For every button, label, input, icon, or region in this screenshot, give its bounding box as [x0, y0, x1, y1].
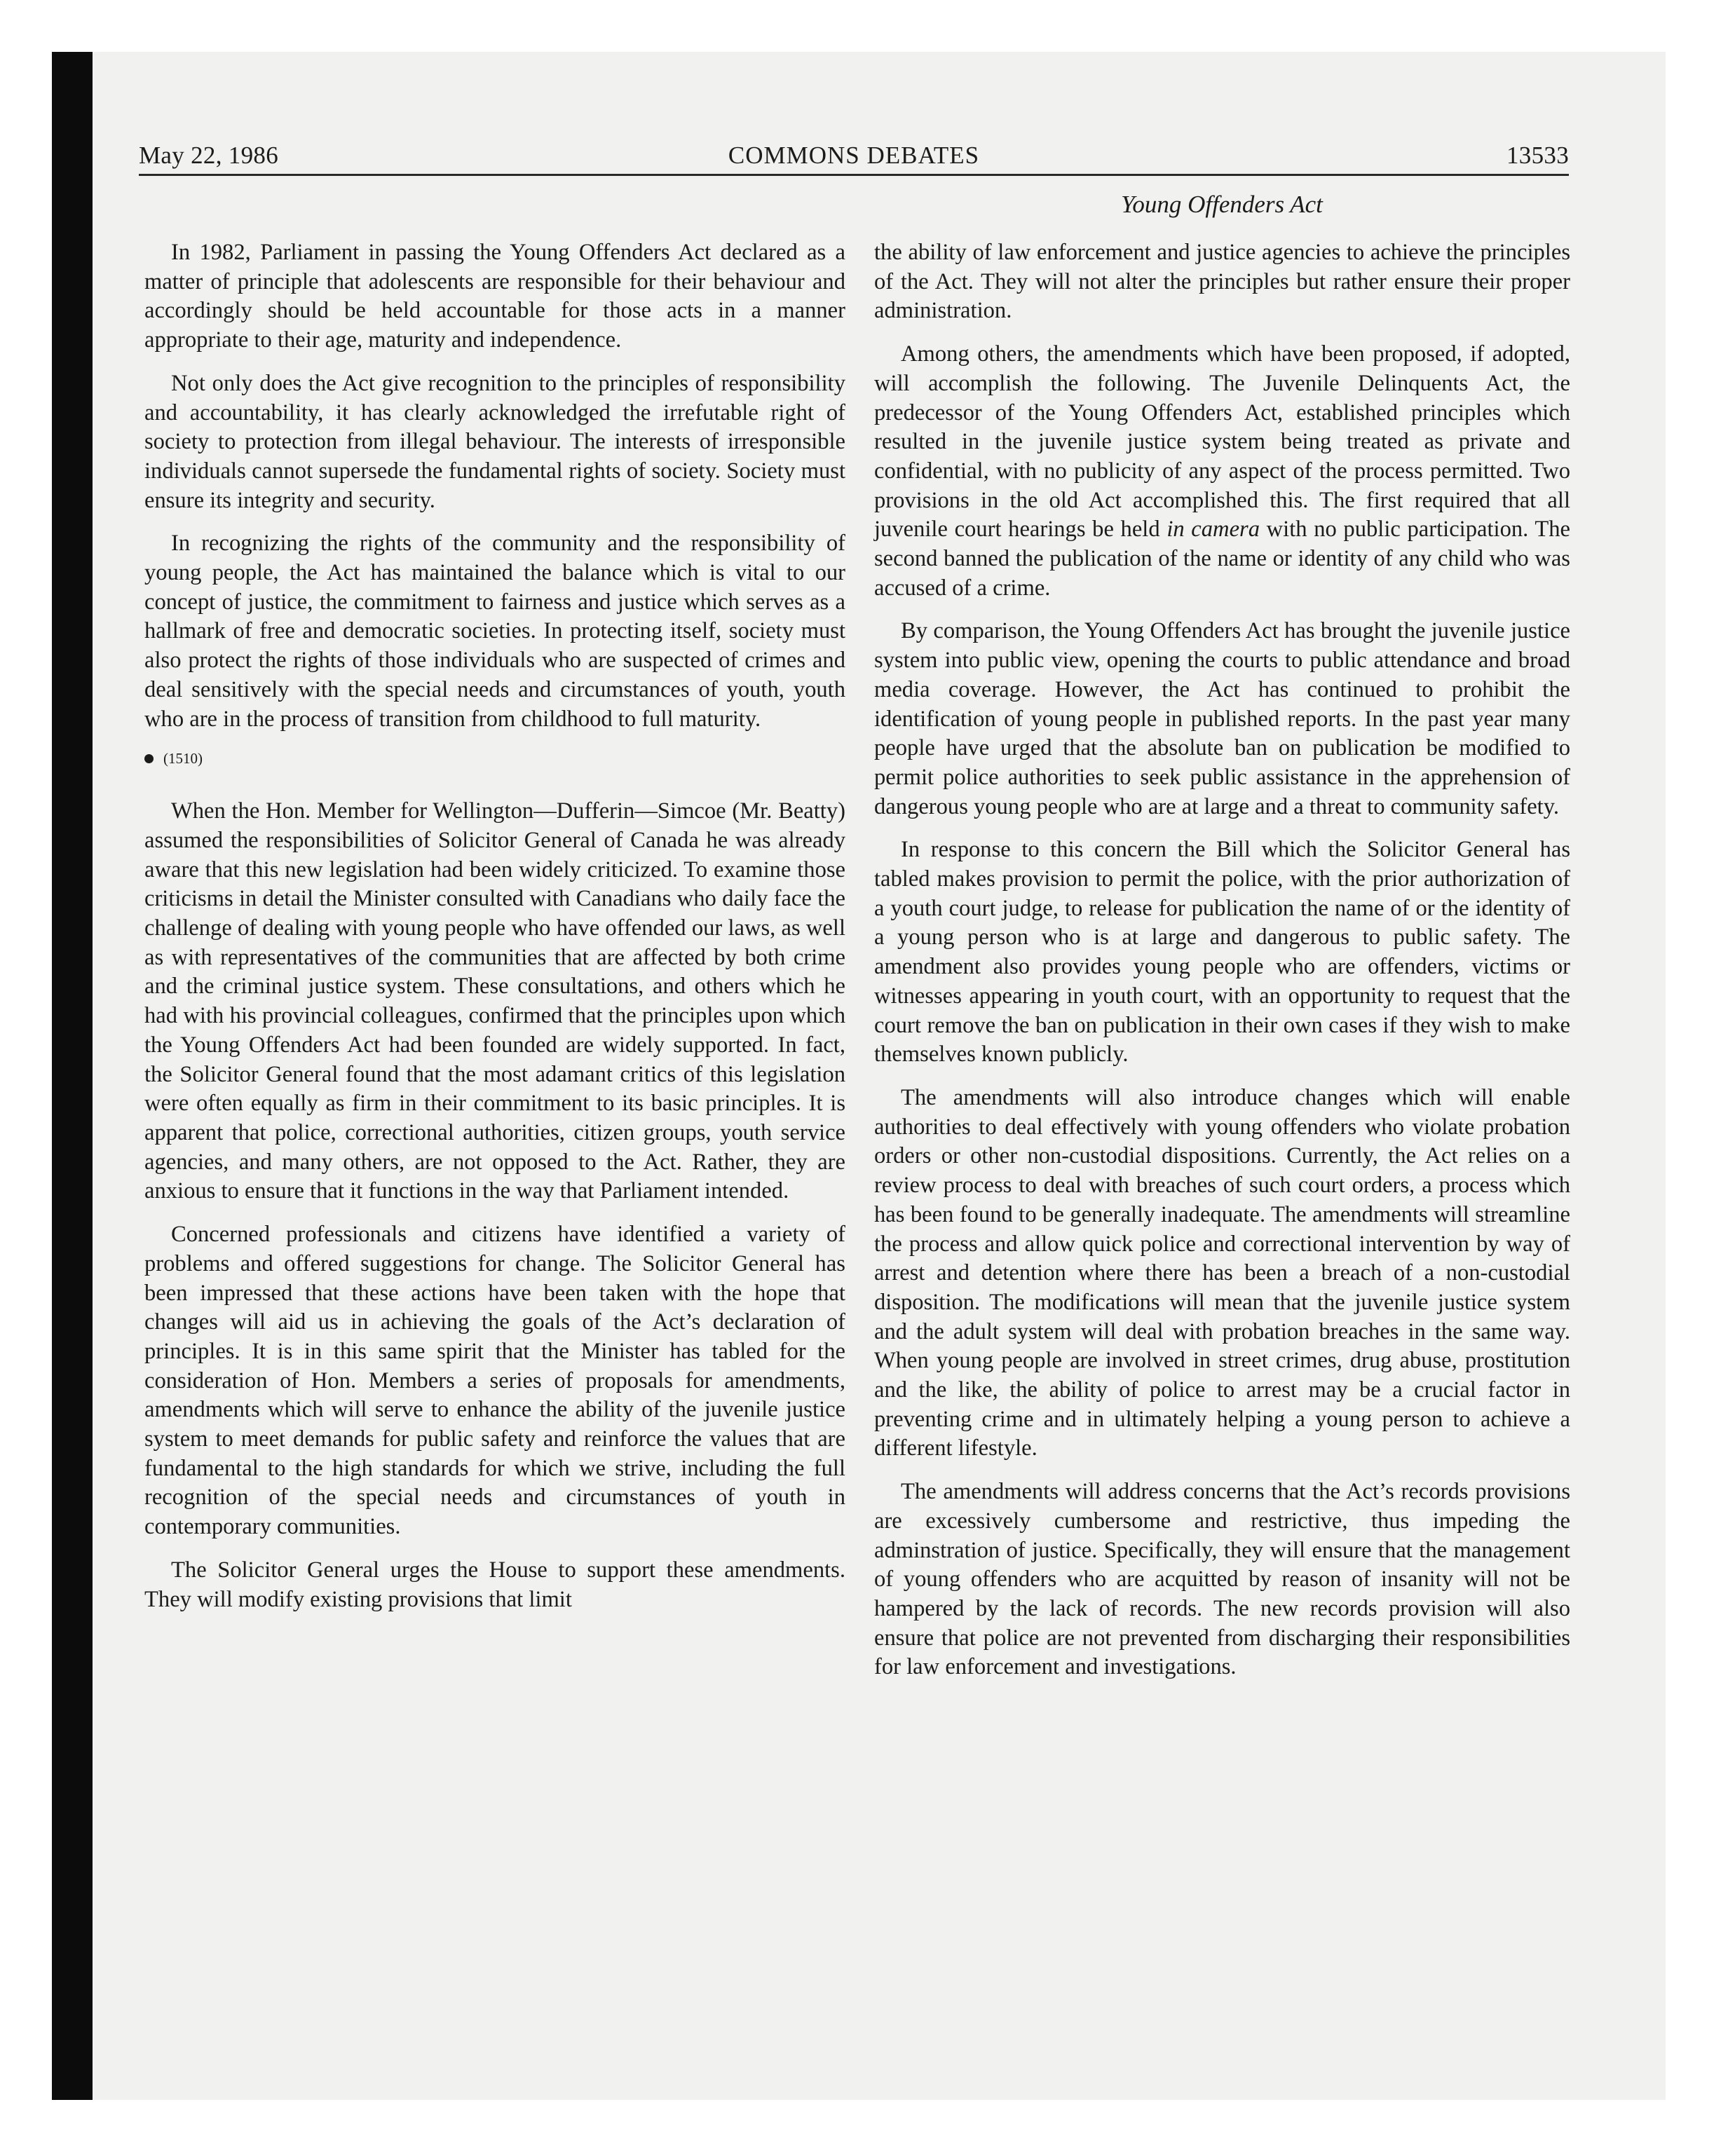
left-column [144, 238, 845, 1628]
bullet-icon [144, 754, 154, 763]
paragraph-text: Among others, the amendments which have been proposed, if adopted, will accomplish the following. The Juvenile Delinquents Act, the predecessor of the Young Offenders Act, established principles which resulted in the juvenile justice system being treated as private and confidential, with no publicity of any aspect of the process permitted. Two provisions in the old Act accomplished this. The first required that all juvenile court hearings be held [874, 341, 1570, 543]
latin-term: in camera [1166, 517, 1260, 543]
paragraph: In 1982, Parliament in passing the Young Offenders Act declared as a matter of principle that adolescents are responsible for their behaviour and accordingly should be held accountable for those acts in a manner appropriate to their age, maturity and independence. [144, 240, 845, 353]
header-page-number: 13533 [1506, 142, 1569, 169]
paragraph: The amendments will address concerns that the Act’s records provisions are excessively cumbersome and restrictive, thus impeding the adminstration of justice. Specifically, they will ensure that the management of young offenders who are acquitted by reason of insanity will not be hampered by the lack of records. The new records provision will also ensure that police are not prevented from discharging their responsibilities for law enforcement and investigations. [874, 1479, 1570, 1680]
paragraph: When the Hon. Member for Wellington—Dufferin—Simcoe (Mr. Beatty) assumed the responsibilities of Solicitor General of Canada he was already aware that this new legislation had been widely criticized. To examine those criticisms in detail the Minister consulted with Canadians who daily face the challenge of dealing with young people who have offended our laws, as well as with representatives of the communities that are affected by both crime and the criminal justice system. These consultations, and others which he had with his provincial colleagues, confirmed that the principles upon which the Young Offenders Act had been founded are widely supported. In fact, the Solicitor General found that the most adamant critics of this legislation were often equally as firm in their commitment to its basic principles. It is apparent that police, correctional authorities, citizen groups, youth service agencies, and many others, are not opposed to the Act. Rather, they are anxious to ensure that it functions in the way that Parliament intended. [144, 798, 845, 1204]
header-rule [139, 174, 1569, 176]
header-date: May 22, 1986 [139, 142, 279, 169]
paragraph: By comparison, the Young Offenders Act has brought the juvenile justice system into public view, opening the courts to public attendance and broad media coverage. However, the Act has continued to prohibit the identification of young people in published reports. In the past year many people have urged that the absolute ban on publication be modified to permit police authorities to seek public assistance in the apprehension of dangerous young people who are at large and a threat to community safety. [874, 618, 1570, 819]
time-marker [144, 748, 845, 769]
paragraph: The Solicitor General urges the House to support these amendments. They will modify existing provisions that limit [144, 1557, 845, 1612]
running-head [139, 137, 1569, 177]
paragraph [874, 340, 1570, 603]
paragraph: In response to this concern the Bill which the Solicitor General has tabled makes provision to permit the police, with the prior authorization of a youth court judge, to release for publication the name of or the identity of a young person who is at large and dangerous to public safety. The amendment also provides young people who are offenders, victims or witnesses appearing in youth court, with an opportunity to request that the court remove the ban on publication in their own cases if they wish to make themselves known publicly. [874, 837, 1570, 1067]
right-column [874, 238, 1570, 1696]
paragraph: Concerned professionals and citizens have identified a variety of problems and offered suggestions for change. The Solicitor General has been impressed that these actions have been taken with the hope that changes will aid us in achieving the goals of the Act’s declaration of principles. It is in this same spirit that the Minister has tabled for the consideration of Hon. Members a series of proposals for amendments, amendments which will serve to enhance the ability of the juvenile justice system to meet demands for public safety and reinforce the values that are fundamental to the high standards for which we strive, including the full recognition of the special needs and circumstances of youth in contemporary communities. [144, 1222, 845, 1540]
subject-heading: Young Offenders Act [1121, 191, 1323, 218]
paragraph: The amendments will also introduce changes which will enable authorities to deal effectively with young offenders who violate probation orders or other non-custodial dispositions. Currently, the Act relies on a review process to deal with breaches of such court orders, a process which has been found to be generally inadequate. The amendments will streamline the process and allow quick police and correctional intervention by way of arrest and detention where there has been a breach of a non-custodial disposition. The modifications will mean that the juvenile justice system and the adult system will deal with probation breaches in the same way. When young people are involved in street crimes, drug abuse, prostitution and the like, the ability of police to arrest may be a crucial factor in preventing crime and in ultimately helping a young person to achieve a different lifestyle. [874, 1084, 1570, 1461]
binding-shadow-strip [52, 52, 93, 2100]
paragraph-text: with no public participation. The second banned the publication of the name or identity of any child who was accused of a crime. [874, 517, 1570, 601]
paragraph: the ability of law enforcement and justice agencies to achieve the principles of the Act. They will not alter the principles but rather ensure their proper administration. [874, 240, 1570, 324]
header-publication: COMMONS DEBATES [728, 142, 980, 169]
paragraph: Not only does the Act give recognition to the principles of responsibility and accountability, it has clearly acknowledged the irrefutable right of society to protection from illegal behaviour. The interests of irresponsible individuals cannot supersede the fundamental rights of society. Society must ensure its integrity and security. [144, 370, 845, 513]
paragraph: In recognizing the rights of the community and the responsibility of young people, the Act has maintained the balance which is vital to our concept of justice, the commitment to fairness and justice which serves as a hallmark of free and democratic societies. In protecting itself, society must also protect the rights of those individuals who are suspected of crimes and deal sensitively with the special needs and circumstances of youth, youth who are in the process of transition from childhood to full maturity. [144, 531, 845, 732]
time-marker-text: (1510) [163, 750, 203, 767]
